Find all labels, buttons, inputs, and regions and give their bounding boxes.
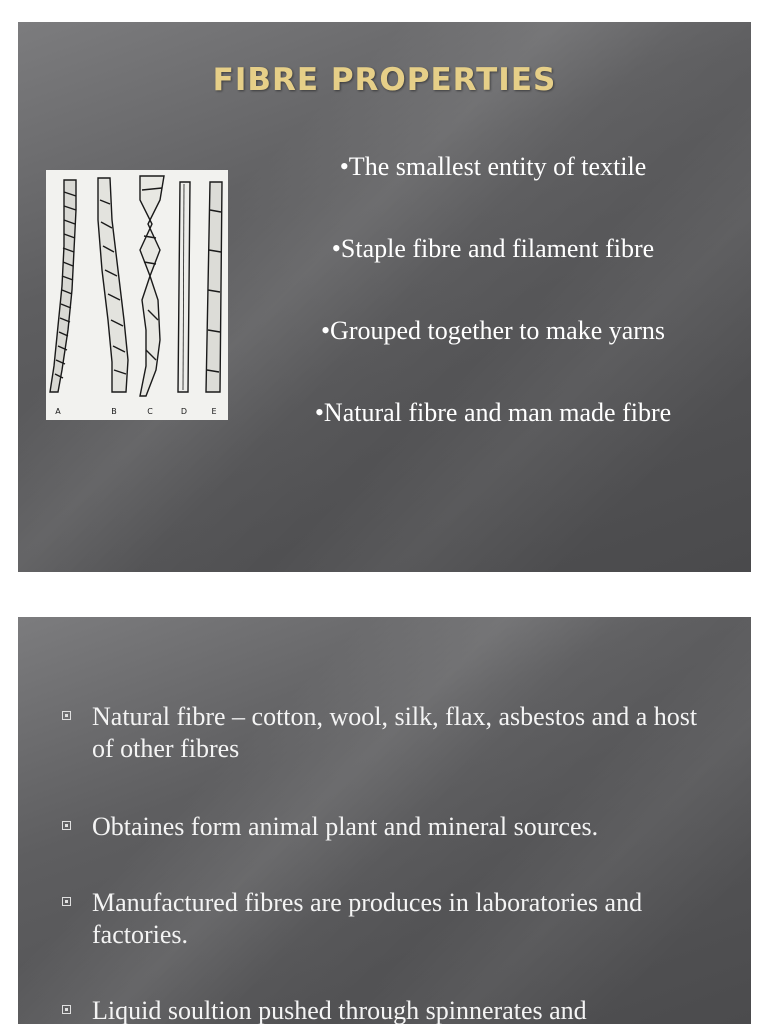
fibre-labels — [55, 407, 216, 416]
slide1-bullet-list — [248, 152, 738, 480]
fibre-illustration — [46, 170, 228, 420]
fibre-label-e: E — [211, 407, 217, 416]
slide1-bullet: •The smallest entity of textile — [339, 152, 647, 181]
slide2-bullet — [62, 811, 722, 887]
slide2-bullet-text: Natural fibre – cotton, wool, silk, flax, asbestos and a host of other fibres — [92, 702, 698, 763]
slide2-bullet — [62, 701, 722, 811]
fibre-a — [50, 180, 76, 392]
slide2-bullet-text: Obtaines form animal plant and mineral sources. — [92, 812, 599, 841]
fibre-label-d: D — [180, 407, 188, 416]
slide1-bullet: •Staple fibre and filament fibre — [331, 234, 655, 263]
slide1-bullet: •Natural fibre and man made fibre — [314, 398, 672, 427]
fibre-c — [140, 176, 164, 396]
slide2-bullet — [62, 887, 722, 995]
fibre-e — [206, 182, 222, 392]
slide-title: FIBRE PROPERTIES — [212, 62, 557, 98]
slide-fibre-sources — [18, 617, 751, 1024]
fibre-label-b: B — [111, 407, 117, 416]
fibre-drawing — [46, 170, 228, 420]
square-bullet-icon — [62, 711, 71, 720]
square-bullet-icon — [62, 821, 71, 830]
slide-fibre-properties — [18, 22, 751, 572]
fibre-d — [178, 182, 190, 392]
square-bullet-icon — [62, 897, 71, 906]
fibre-label-a: A — [55, 407, 61, 416]
slide2-bullet — [62, 995, 722, 1024]
fibre-label-c: C — [147, 407, 153, 416]
slide1-bullet: •Grouped together to make yarns — [320, 316, 666, 345]
slide2-bullet-text: Manufactured fibres are produces in laboratories and factories. — [92, 888, 643, 949]
square-bullet-icon — [62, 1005, 71, 1014]
fibre-b — [98, 178, 128, 392]
slide2-bullet-text: Liquid soultion pushed through spinnerates and — [92, 996, 587, 1024]
slide2-bullet-list — [62, 701, 722, 1024]
